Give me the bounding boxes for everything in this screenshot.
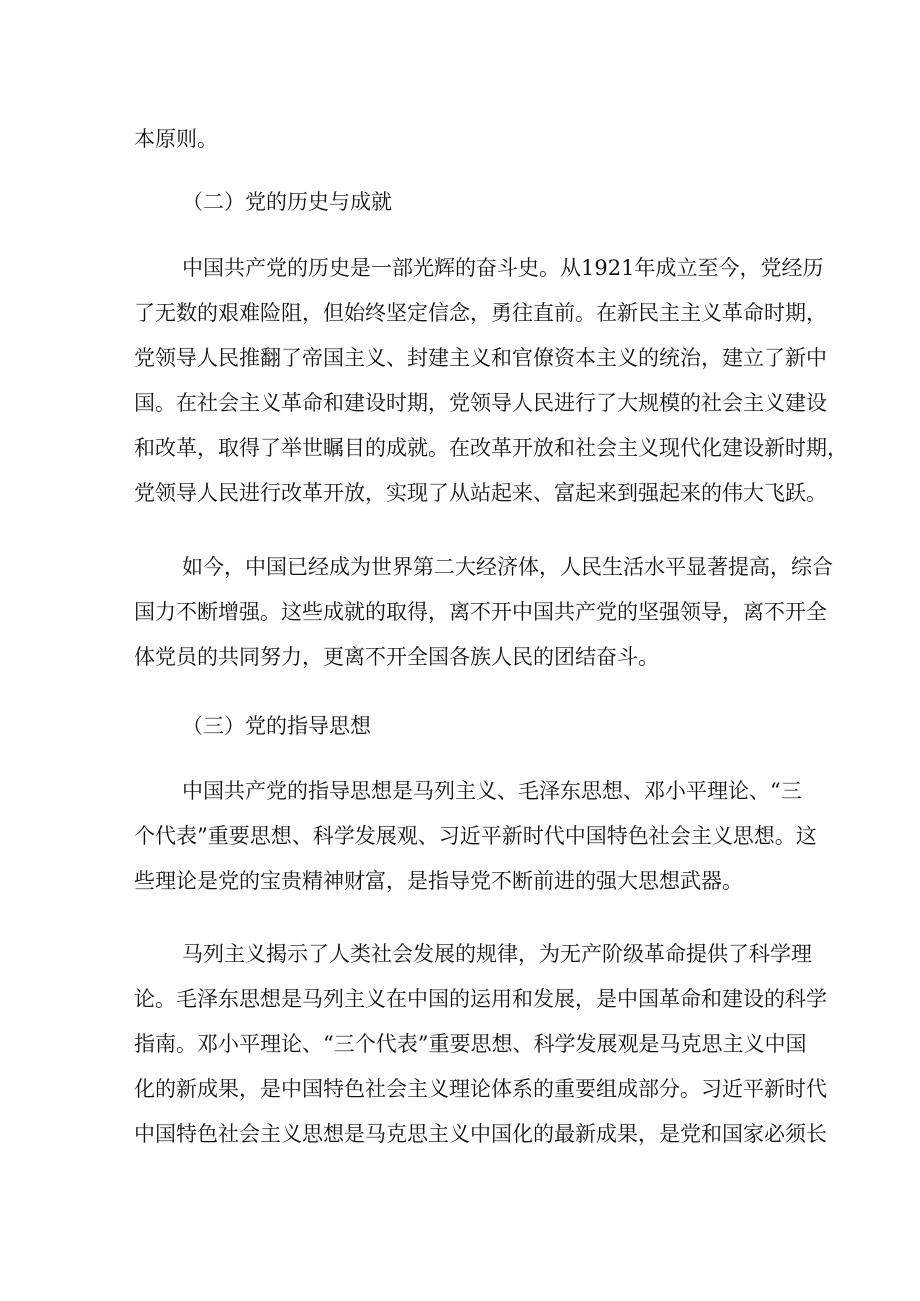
text-line: 论。毛泽东思想是马列主义在中国的运用和发展，是中国革命和建设的科学 — [134, 987, 827, 1011]
text-line: 如今，中国已经成为世界第二大经济体，人民生活水平显著提高，综合 — [182, 555, 833, 579]
text-line: 个代表”重要思想、科学发展观、习近平新时代中国特色社会主义思想。这 — [134, 824, 817, 848]
text-line: 中国共产党的历史是一部光辉的奋斗史。从1921年成立至今，党经历 — [182, 256, 824, 280]
text-line: 国力不断增强。这些成就的取得，离不开中国共产党的坚强领导，离不开全 — [134, 600, 827, 624]
section-heading: （二）党的历史与成就 — [182, 190, 392, 214]
text-line: 体党员的共同努力，更离不开全国各族人民的团结奋斗。 — [134, 645, 659, 669]
text-line: 党领导人民进行改革开放，实现了从站起来、富起来到强起来的伟大飞跃。 — [134, 481, 827, 505]
text-line: 本原则。 — [134, 127, 218, 151]
text-line: 指南。邓小平理论、“三个代表”重要思想、科学发展观是马克思主义中国 — [134, 1032, 807, 1056]
text-line: 了无数的艰难险阻，但始终坚定信念，勇往直前。在新民主主义革命时期， — [134, 301, 827, 325]
text-line: 国。在社会主义革命和建设时期，党领导人民进行了大规模的社会主义建设 — [134, 391, 827, 415]
text-line: 党领导人民推翻了帝国主义、封建主义和官僚资本主义的统治，建立了新中 — [134, 346, 827, 370]
text-line: 些理论是党的宝贵精神财富，是指导党不断前进的强大思想武器。 — [134, 869, 743, 893]
text-line: 化的新成果，是中国特色社会主义理论体系的重要组成部分。习近平新时代 — [134, 1077, 827, 1101]
section-heading: （三）党的指导思想 — [182, 714, 371, 738]
text-line: 中国共产党的指导思想是马列主义、毛泽东思想、邓小平理论、“三 — [182, 779, 802, 803]
text-line: 中国特色社会主义思想是马克思主义中国化的最新成果，是党和国家必须长 — [134, 1122, 827, 1146]
text-line: 马列主义揭示了人类社会发展的规律，为无产阶级革命提供了科学理 — [182, 942, 812, 966]
text-line: 和改革，取得了举世瞩目的成就。在改革开放和社会主义现代化建设新时期， — [134, 436, 848, 460]
